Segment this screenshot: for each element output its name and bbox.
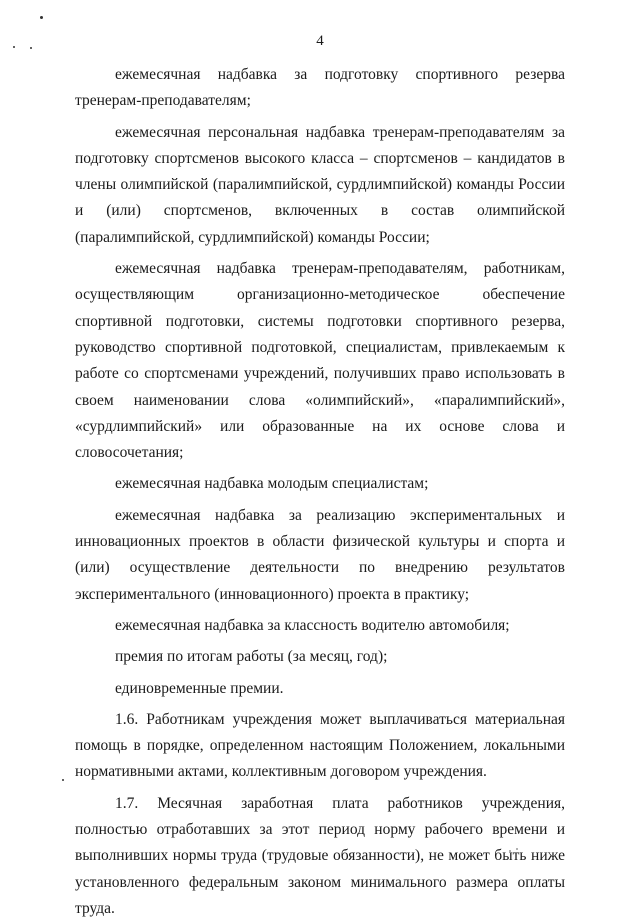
document-body <box>75 62 565 922</box>
paragraph-bonus-experimental-projects: ежемесячная надбавка за реализацию экспериментальных и инновационных проектов в области физической культуры и спорта и (или) осуществление деятельности по внедрению результатов экспериментального (инновационного) проекта в практику; <box>75 506 565 603</box>
paragraph-bonus-olympic-institutions: ежемесячная надбавка тренерам-преподавателям, работникам, осуществляющим организационно-методическое обеспечение спортивной подготовки, системы подготовки спортивного резерва, руководство спортивной подготовкой, специалистам, привлекаемым к работе со спортсменами учреждений, получивших право использовать в своем наименовании слова «олимпийский», «паралимпийский», «сурдлимпийский» или образованные на их основе слова и словосочетания; <box>75 260 565 462</box>
scan-speck <box>62 779 64 781</box>
paragraph-bonus-high-class-athletes: ежемесячная персональная надбавка тренерам-преподавателям за подготовку спортсменов высокого класса – спортсменов – кандидатов в члены олимпийской (паралимпийской, сурдлимпийской) команды России и (или) спортсменов, включенных в состав олимпийской (паралимпийской, сурдлимпийской) команды России; <box>75 123 565 246</box>
paragraph-bonus-driver-class: ежемесячная надбавка за классность водителю автомобиля; <box>115 616 510 634</box>
paragraph-bonus-sports-reserve: ежемесячная надбавка за подготовку спортивного резерва тренерам-преподавателям; <box>75 66 565 110</box>
scan-speck <box>40 16 43 19</box>
paragraph-one-time-bonuses: единовременные премии. <box>115 679 284 697</box>
paragraph-bonus-young-specialists: ежемесячная надбавка молодым специалистам; <box>115 475 429 493</box>
page-number: 4 <box>316 33 324 49</box>
paragraph-section-1-6: 1.6. Работникам учреждения может выплачиваться материальная помощь в порядке, определенном настоящим Положением, локальными нормативными актами, коллективным договором учреждения. <box>75 710 565 781</box>
paragraph-section-1-7: 1.7. Месячная заработная плата работников учреждения, полностью отработавших за этот период норму рабочего времени и выполнивших нормы труда (трудовые обязанности), не может быть ниже установленного федеральным законом минимального размера оплаты труда. <box>75 794 565 917</box>
paragraph-bonus-results: премия по итогам работы (за месяц, год); <box>115 648 388 666</box>
